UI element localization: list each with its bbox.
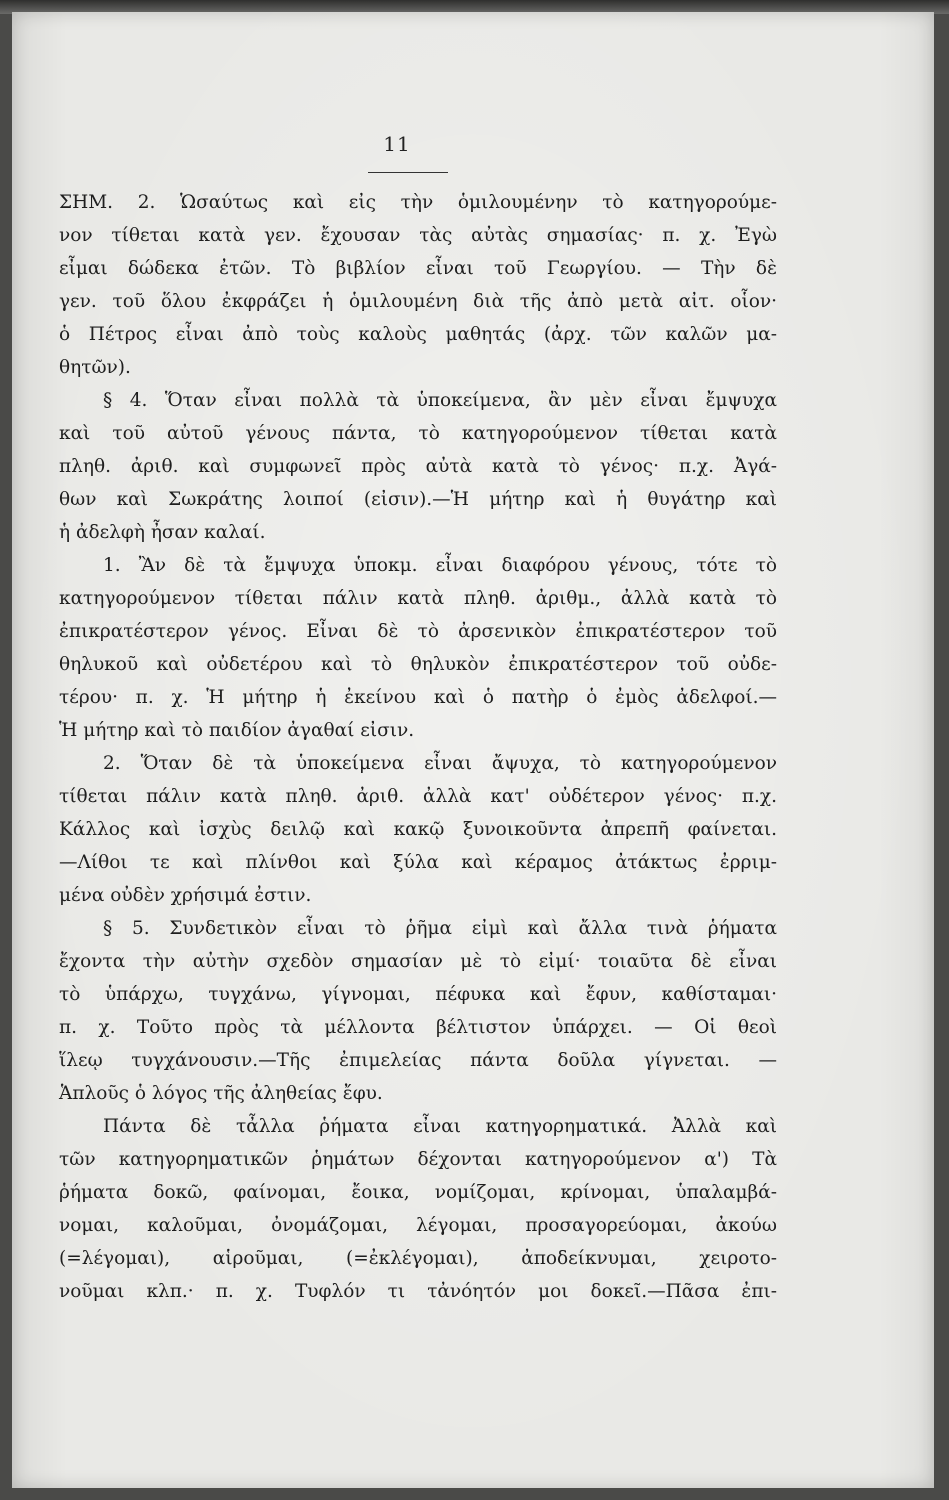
text-line: μένα οὐδὲν χρήσιμά ἐστιν. [59, 885, 312, 906]
text-line: (=λέγομαι), αἱροῦμαι, (=ἐκλέγομαι), ἀποδείκνυμαι, χειροτο- [59, 1248, 777, 1269]
text-line: τίθεται πάλιν κατὰ πληθ. ἀριθ. ἀλλὰ κατ' οὐδέτερον γένος· π.χ. [59, 786, 777, 807]
text-line: θηλυκοῦ καὶ οὐδετέρου καὶ τὸ θηλυκὸν ἐπικρατέστερον τοῦ οὐδε- [59, 654, 777, 675]
text-line: ἵλεῳ τυγχάνουσιν.—Τῆς ἐπιμελείας πάντα δοῦλα γίγνεται. — [59, 1050, 777, 1071]
text-line: εἶμαι δώδεκα ἐτῶν. Τὸ βιβλίον εἶναι τοῦ Γεωργίου. — Τὴν δὲ [59, 258, 777, 279]
page-number-rule [368, 172, 448, 173]
page-number: 11 [383, 132, 411, 156]
text-line: θητῶν). [59, 357, 131, 378]
text-line: π. χ. Τοῦτο πρὸς τὰ μέλλοντα βέλτιστον ὑπάρχει. — Οἱ θεοὶ [59, 1017, 777, 1038]
text-line: τῶν κατηγορηματικῶν ῥημάτων δέχονται κατηγορούμενον α') Τὰ [59, 1149, 777, 1170]
text-line: νομαι, καλοῦμαι, ὀνομάζομαι, λέγομαι, προσαγορεύομαι, ἀκούω [59, 1215, 777, 1236]
text-line: κατηγορούμενον τίθεται πάλιν κατὰ πληθ. ἀριθμ., ἀλλὰ κατὰ τὸ [59, 588, 777, 609]
text-line: § 4. Ὅταν εἶναι πολλὰ τὰ ὑποκείμενα, ἂν μὲν εἶναι ἔμψυχα [103, 390, 777, 411]
text-line: τὸ ὑπάρχω, τυγχάνω, γίγνομαι, πέφυκα καὶ ἔφυν, καθίσταμαι· [59, 984, 777, 1005]
text-line: 2. Ὅταν δὲ τὰ ὑποκείμενα εἶναι ἄψυχα, τὸ κατηγορούμενον [103, 753, 777, 774]
text-line: καὶ τοῦ αὐτοῦ γένους πάντα, τὸ κατηγορούμενον τίθεται κατὰ [59, 423, 777, 444]
text-line: τέρου· π. χ. Ἡ μήτηρ ἡ ἐκείνου καὶ ὁ πατὴρ ὁ ἐμὸς ἀδελφοί.— [59, 687, 777, 708]
text-line: ΣΗΜ. 2. Ὡσαύτως καὶ εἰς τὴν ὁμιλουμένην τὸ κατηγορούμε- [59, 192, 777, 213]
text-line: Κάλλος καὶ ἰσχὺς δειλῷ καὶ κακῷ ξυνοικοῦντα ἀπρεπῆ φαίνεται. [59, 819, 777, 840]
text-line: —Λίθοι τε καὶ πλίνθοι καὶ ξύλα καὶ κέραμος ἀτάκτως ἐρριμ- [59, 852, 777, 873]
text-line: ἐπικρατέστερον γένος. Εἶναι δὲ τὸ ἀρσενικὸν ἐπικρατέστερον τοῦ [59, 621, 777, 642]
book-page [12, 12, 934, 1488]
text-line: Ἁπλοῦς ὁ λόγος τῆς ἀληθείας ἔφυ. [59, 1083, 383, 1104]
text-line: νον τίθεται κατὰ γεν. ἔχουσαν τὰς αὐτὰς σημασίας· π. χ. Ἐγὼ [59, 225, 777, 246]
text-line: § 5. Συνδετικὸν εἶναι τὸ ῥῆμα εἰμὶ καὶ ἄλλα τινὰ ῥήματα [103, 918, 777, 939]
text-line: γεν. τοῦ ὅλου ἐκφράζει ἡ ὁμιλουμένη διὰ τῆς ἀπὸ μετὰ αἰτ. οἷον· [59, 291, 777, 312]
text-line: πληθ. ἀριθ. καὶ συμφωνεῖ πρὸς αὐτὰ κατὰ τὸ γένος· π.χ. Ἀγά- [59, 456, 777, 477]
text-line: θων καὶ Σωκράτης λοιποί (εἰσιν).—Ἡ μήτηρ καὶ ἡ θυγάτηρ καὶ [59, 489, 777, 510]
text-line: Ἡ μήτηρ καὶ τὸ παιδίον ἀγαθαί εἰσιν. [59, 720, 415, 741]
text-line: ὁ Πέτρος εἶναι ἀπὸ τοὺς καλοὺς μαθητάς (ἀρχ. τῶν καλῶν μα- [59, 324, 777, 345]
text-line: Πάντα δὲ τἆλλα ῥήματα εἶναι κατηγορηματικά. Ἀλλὰ καὶ [103, 1116, 777, 1137]
text-line: 1. Ἂν δὲ τὰ ἔμψυχα ὑποκμ. εἶναι διαφόρου γένους, τότε τὸ [103, 555, 777, 576]
text-line: ἔχοντα τὴν αὐτὴν σχεδὸν σημασίαν μὲ τὸ εἰμί· τοιαῦτα δὲ εἶναι [59, 951, 777, 972]
body-text [59, 186, 777, 1308]
text-line: ῥήματα δοκῶ, φαίνομαι, ἔοικα, νομίζομαι, κρίνομαι, ὑπαλαμβά- [59, 1182, 777, 1203]
text-line: νοῦμαι κλπ.· π. χ. Τυφλόν τι τἀνόητόν μοι δοκεῖ.—Πᾶσα ἐπι- [59, 1281, 777, 1302]
text-line: ἡ ἀδελφὴ ἦσαν καλαί. [59, 522, 266, 543]
